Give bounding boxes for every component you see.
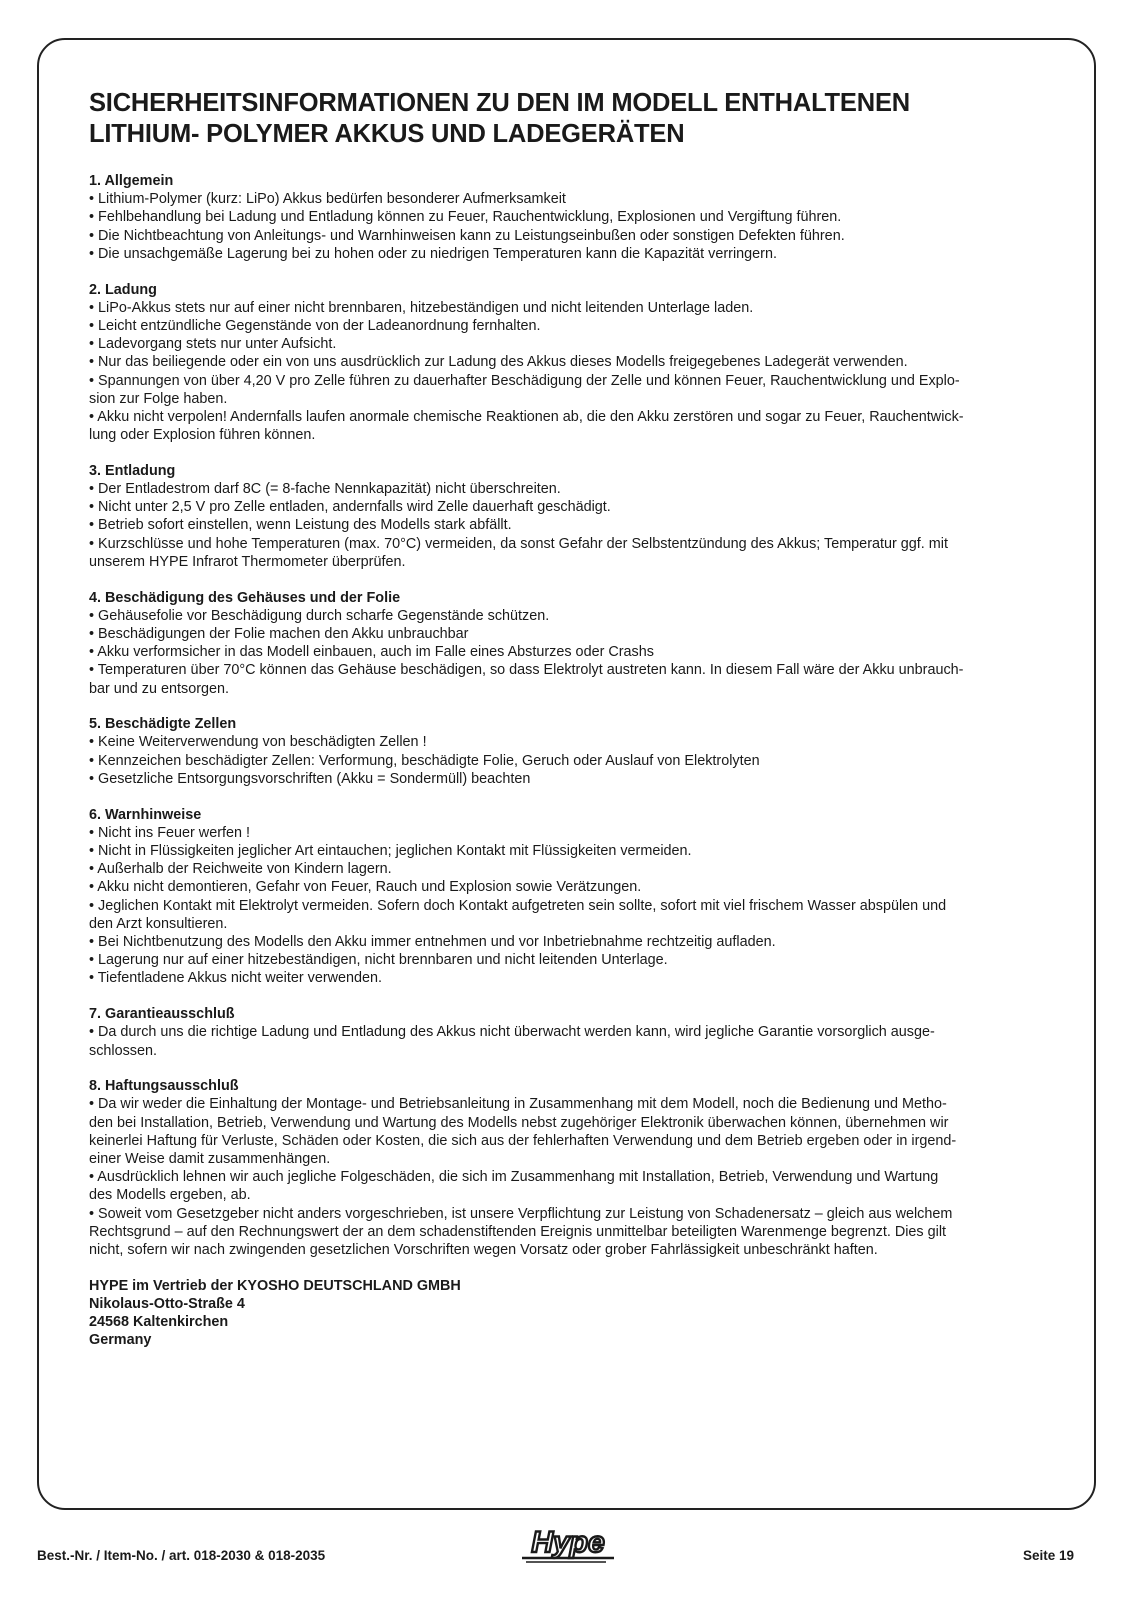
section-heading: 7. Garantieausschluß [89,1006,235,1023]
footer-page-number: Seite 19 [1022,1548,1074,1563]
section-line: • Betrieb sofort einstellen, wenn Leistung des Modells stark abfällt. [89,517,512,534]
section-line: • LiPo-Akkus stets nur auf einer nicht brennbaren, hitzebeständigen und nicht leitenden Unterlage laden. [89,299,754,316]
section-line: keinerlei Haftung für Verluste, Schäden oder Kosten, die sich aus der fehlerhaften Verwendung und dem Betrieb ergeben oder in irgend- [89,1132,957,1149]
section [89,589,1019,698]
section-line: des Modells ergeben, ab. [89,1187,251,1204]
section-line: • Nicht unter 2,5 V pro Zelle entladen, andernfalls wird Zelle dauerhaft geschädigt. [89,499,611,516]
address-line: 24568 Kaltenkirchen [89,1314,229,1331]
section-line: lung oder Explosion führen können. [89,427,316,444]
logo-wordmark: Hype [531,1526,605,1559]
section-heading: 6. Warnhinweise [89,806,202,823]
section-line: • Da wir weder die Einhaltung der Montage- und Betriebsanleitung in Zusammenhang mit dem Modell, noch die Bedienung und Metho- [89,1096,947,1113]
section-line: unserem HYPE Infrarot Thermometer überprüfen. [89,553,406,570]
title-line: LITHIUM- POLYMER AKKUS UND LADEGERÄTEN [89,120,685,148]
section-line: • Temperaturen über 70°C können das Gehäuse beschädigen, so dass Elektrolyt austreten kann. In diesem Fall wäre der Akku unbrauch- [89,662,964,679]
section-line: den Arzt konsultieren. [89,915,228,932]
section-line: • Akku verformsicher in das Modell einbauen, auch im Falle eines Absturzes oder Crashs [89,644,654,661]
section-heading: 3. Entladung [89,462,176,479]
company-address [89,1277,1019,1350]
section [89,1005,1019,1060]
hype-logo-icon [516,1524,620,1566]
section-heading: 8. Haftungsausschluß [89,1078,239,1095]
section-line: • Gesetzliche Entsorgungsvorschriften (Akku = Sondermüll) beachten [89,770,531,787]
address-line: Germany [89,1332,152,1349]
section-line: einer Weise damit zusammenhängen. [89,1151,331,1168]
section-line: nicht, sofern wir nach zwingenden gesetzlichen Vorschriften wegen Vorsatz oder grober Fahrlässigkeit unbeschränkt haften. [89,1242,878,1259]
section-line: • Die Nichtbeachtung von Anleitungs- und Warnhinweisen kann zu Leistungseinbußen oder sonstigen Defekten führen. [89,227,845,244]
section-line: • Der Entladestrom darf 8C (= 8-fache Nennkapazität) nicht überschreiten. [89,481,561,498]
section [89,172,1019,263]
section-line: • Lagerung nur auf einer hitzebeständigen, nicht brennbaren und nicht leitenden Unterlage. [89,952,668,969]
page-title [89,88,1019,150]
footer-item-number: Best.-Nr. / Item-No. / art. 018-2030 & 018-2035 [37,1548,326,1563]
section-line: • Die unsachgemäße Lagerung bei zu hohen oder zu niedrigen Temperaturen kann die Kapazität verringern. [89,245,777,262]
address-line: Nikolaus-Otto-Straße 4 [89,1295,245,1312]
section-line: • Bei Nichtbenutzung des Modells den Akku immer entnehmen und vor Inbetriebnahme rechtzeitig aufladen. [89,934,776,951]
section-line: • Leicht entzündliche Gegenstände von der Ladeanordnung fernhalten. [89,317,541,334]
section-heading: 4. Beschädigung des Gehäuses und der Folie [89,589,401,606]
section-line: • Soweit vom Gesetzgeber nicht anders vorgeschrieben, ist unsere Verpflichtung zur Leistung von Schadenersatz – gleich aus welchem [89,1205,953,1222]
section-line: • Kennzeichen beschädigter Zellen: Verformung, beschädigte Folie, Geruch oder Auslauf von Elektrolyten [89,752,760,769]
section [89,806,1019,988]
section [89,462,1019,571]
section-line: • Nicht ins Feuer werfen ! [89,824,250,841]
section-line: • Ladevorgang stets nur unter Aufsicht. [89,336,337,353]
section-line: den bei Installation, Betrieb, Verwendung und Wartung des Modells nebst zugehöriger Elektronik überwachen können, übernehmen wir [89,1114,949,1131]
section-line: • Nur das beiliegende oder ein von uns ausdrücklich zur Ladung des Akkus dieses Modells freigegebenes Ladegerät verwenden. [89,354,908,371]
address-line: HYPE im Vertrieb der KYOSHO DEUTSCHLAND GMBH [89,1277,461,1294]
section-line: • Jeglichen Kontakt mit Elektrolyt vermeiden. Sofern doch Kontakt aufgetreten sein sollte, sofort mit viel frischem Wasser abspülen und [89,897,947,914]
section-line: • Akku nicht verpolen! Andernfalls laufen anormale chemische Reaktionen ab, die den Akku zerstören und sogar zu Feuer, Rauchentwick- [89,408,964,425]
section-line: Rechtsgrund – auf den Rechnungswert der an dem schadenstiftenden Ereignis unmittelbar beteiligten Warenmenge begrenzt. Dies gilt [89,1223,947,1240]
section-line: • Ausdrücklich lehnen wir auch jegliche Folgeschäden, die sich im Zusammenhang mit Installation, Betrieb, Verwendung und Wartung [89,1169,939,1186]
section [89,1077,1019,1259]
section [89,281,1019,445]
section-line: • Akku nicht demontieren, Gefahr von Feuer, Rauch und Explosion sowie Verätzungen. [89,879,642,896]
section-line: • Da durch uns die richtige Ladung und Entladung des Akkus nicht überwacht werden kann, wird jegliche Garantie vorsorglich ausge- [89,1024,935,1041]
section-line: • Außerhalb der Reichweite von Kindern lagern. [89,861,392,878]
section-line: • Beschädigungen der Folie machen den Akku unbrauchbar [89,625,469,642]
section-line: • Tiefentladene Akkus nicht weiter verwenden. [89,970,383,987]
section-line: schlossen. [89,1042,157,1059]
section-line: • Nicht in Flüssigkeiten jeglicher Art eintauchen; jeglichen Kontakt mit Flüssigkeiten vermeiden. [89,843,692,859]
section-line: bar und zu entsorgen. [89,680,230,697]
section-line: • Spannungen von über 4,20 V pro Zelle führen zu dauerhafter Beschädigung der Zelle und können Feuer, Rauchentwicklung und Explo- [89,372,960,389]
section-line: • Keine Weiterverwendung von beschädigten Zellen ! [89,734,427,751]
section-line: • Fehlbehandlung bei Ladung und Entladung können zu Feuer, Rauchentwicklung, Explosionen und Vergiftung führen. [89,209,842,226]
section-line: • Lithium-Polymer (kurz: LiPo) Akkus bedürfen besonderer Aufmerksamkeit [89,191,566,208]
section-heading: 2. Ladung [89,281,157,298]
section-heading: 1. Allgemein [89,173,174,189]
section [89,715,1019,788]
section-line: • Kurzschlüsse und hohe Temperaturen (max. 70°C) vermeiden, da sonst Gefahr der Selbstentzündung des Akkus; Temperatur ggf. mit [89,535,948,552]
section-line: • Gehäusefolie vor Beschädigung durch scharfe Gegenstände schützen. [89,607,550,624]
section-heading: 5. Beschädigte Zellen [89,716,237,733]
section-line: sion zur Folge haben. [89,390,228,407]
title-line: SICHERHEITSINFORMATIONEN ZU DEN IM MODELL ENTHALTENEN [89,89,910,117]
sections-container [89,172,1019,1259]
document-body [89,88,1019,1350]
